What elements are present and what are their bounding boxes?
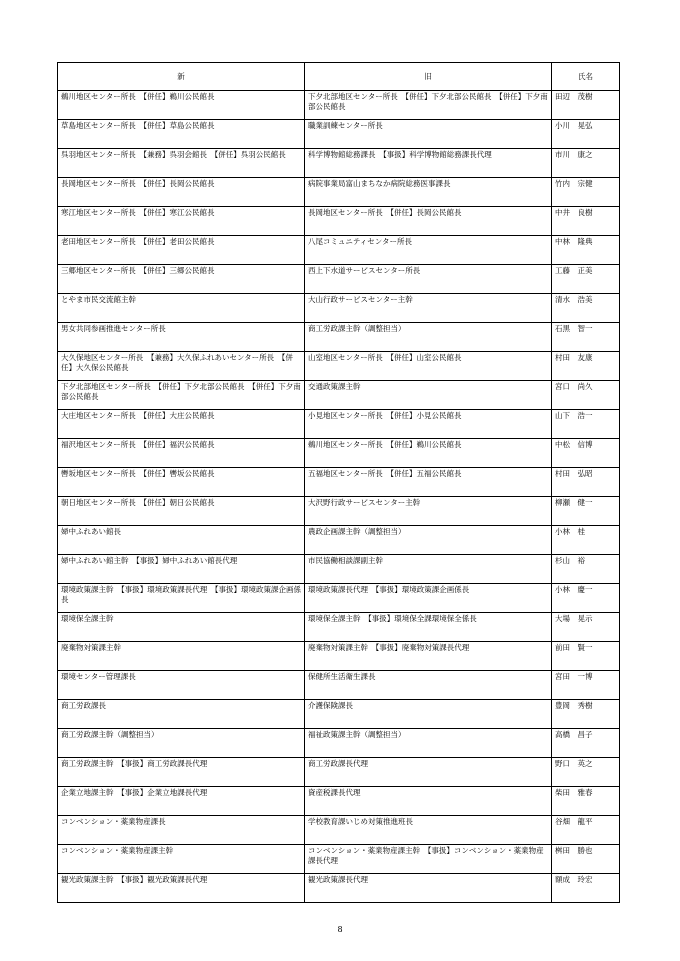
table-row [58,410,620,439]
name-cell: 石黒 智一 [552,323,620,352]
new-position-cell: 廃棄物対策課主幹 [58,642,305,671]
old-position-cell: 農政企画課主幹（調整担当） [305,526,552,555]
name-cell: 谷畑 龍平 [552,816,620,845]
name-cell: 高橋 昌子 [552,729,620,758]
name-cell: 桝田 勝也 [552,845,620,874]
old-position-cell: 五福地区センター所長 【併任】五福公民館長 [305,468,552,497]
table-row [58,758,620,787]
table-row [58,497,620,526]
table-row [58,845,620,874]
table-row [58,91,620,120]
page-number: 8 [337,925,343,934]
old-position-cell: 資産税課長代理 [305,787,552,816]
new-position-cell: 呉羽地区センター所長 【兼務】呉羽会館長 【併任】呉羽公民館長 [58,149,305,178]
header-name: 氏名 [552,63,620,91]
name-cell: 柴田 雅春 [552,787,620,816]
new-position-cell: 轡坂地区センター所長 【併任】轡坂公民館長 [58,468,305,497]
old-position-cell: 下夕北部地区センター所長 【併任】下夕北部公民館長 【併任】下夕南部公民館長 [305,91,552,120]
table-row [58,729,620,758]
name-cell: 小林 慶一 [552,584,620,613]
new-position-cell: 商工労政課主幹 【事扱】商工労政課長代理 [58,758,305,787]
old-position-cell: 介護保険課長 [305,700,552,729]
new-position-cell: 環境センター管理課長 [58,671,305,700]
new-position-cell: 草島地区センター所長 【併任】草島公民館長 [58,120,305,149]
old-position-cell: 市民協働相談課副主幹 [305,555,552,584]
name-cell: 宮田 一博 [552,671,620,700]
table-row [58,584,620,613]
old-position-cell: 大山行政サービスセンター主幹 [305,294,552,323]
name-cell: 前田 賢一 [552,642,620,671]
new-position-cell: 環境保全課主幹 [58,613,305,642]
old-position-cell: 観光政策課長代理 [305,874,552,903]
new-position-cell: コンベンション・薬業物産課長 [58,816,305,845]
name-cell: 中井 良樹 [552,207,620,236]
name-cell: 市川 康之 [552,149,620,178]
old-position-cell: 交通政策課主幹 [305,381,552,410]
name-cell: 工藤 正美 [552,265,620,294]
old-position-cell: 八尾コミュニティセンター所長 [305,236,552,265]
new-position-cell: 商工労政課主幹（調整担当） [58,729,305,758]
old-position-cell: 学校教育課いじめ対策推進班長 [305,816,552,845]
table-row [58,120,620,149]
new-position-cell: 婦中ふれあい館主幹 【事扱】婦中ふれあい館長代理 [58,555,305,584]
name-cell: 中林 隆典 [552,236,620,265]
table-row [58,671,620,700]
header-new-position: 新 [58,63,305,91]
name-cell: 豊岡 秀樹 [552,700,620,729]
new-position-cell: 男女共同参画推進センター所長 [58,323,305,352]
old-position-cell: 小見地区センター所長 【併任】小見公民館長 [305,410,552,439]
new-position-cell: 大庄地区センター所長 【併任】大庄公民館長 [58,410,305,439]
table-row [58,526,620,555]
name-cell: 山下 浩一 [552,410,620,439]
new-position-cell: 寒江地区センター所長 【併任】寒江公民館長 [58,207,305,236]
new-position-cell: 老田地区センター所長 【併任】老田公民館長 [58,236,305,265]
new-position-cell: 婦中ふれあい館長 [58,526,305,555]
new-position-cell: 企業立地課主幹 【事扱】企業立地課長代理 [58,787,305,816]
table-row [58,323,620,352]
name-cell: 清水 浩美 [552,294,620,323]
table-row [58,468,620,497]
old-position-cell: 商工労政課主幹（調整担当） [305,323,552,352]
old-position-cell: 鵜川地区センター所長 【併任】鵜川公民館長 [305,439,552,468]
table-row [58,816,620,845]
new-position-cell: 観光政策課主幹 【事扱】観光政策課長代理 [58,874,305,903]
table-row [58,149,620,178]
new-position-cell: 大久保地区センター所長 【兼務】大久保ふれあいセンター所長 【併任】大久保公民館長 [58,352,305,381]
name-cell: 野口 英之 [552,758,620,787]
name-cell: 宮口 尚久 [552,381,620,410]
name-cell: 小林 桂 [552,526,620,555]
name-cell: 村田 友康 [552,352,620,381]
name-cell: 竹内 宗健 [552,178,620,207]
old-position-cell: 保健所生活衛生課長 [305,671,552,700]
table-row [58,642,620,671]
table-header-row [58,63,620,91]
name-cell: 村田 弘昭 [552,468,620,497]
new-position-cell: 三郷地区センター所長 【併任】三郷公民館長 [58,265,305,294]
header-old-position: 旧 [305,63,552,91]
table-row [58,555,620,584]
name-cell: 柳瀬 健一 [552,497,620,526]
table-row [58,178,620,207]
old-position-cell: 廃棄物対策課主幹 【事扱】廃棄物対策課長代理 [305,642,552,671]
old-position-cell: コンベンション・薬業物産課主幹 【事扱】コンベンション・薬業物産課長代理 [305,845,552,874]
name-cell: 田辺 茂樹 [552,91,620,120]
new-position-cell: 朝日地区センター所長 【併任】朝日公民館長 [58,497,305,526]
table-row [58,439,620,468]
old-position-cell: 商工労政課長代理 [305,758,552,787]
table-row [58,265,620,294]
old-position-cell: 病院事業局富山まちなか病院総務医事課長 [305,178,552,207]
table-row [58,381,620,410]
old-position-cell: 西上下水道サービスセンター所長 [305,265,552,294]
name-cell: 中松 信博 [552,439,620,468]
new-position-cell: 商工労政課長 [58,700,305,729]
table-row [58,236,620,265]
table-row [58,207,620,236]
name-cell: 大場 晃示 [552,613,620,642]
old-position-cell: 大沢野行政サービスセンター主幹 [305,497,552,526]
table-row [58,874,620,903]
new-position-cell: 下夕北部地区センター所長 【併任】下夕北部公民館長 【併任】下夕南部公民館長 [58,381,305,410]
table-row [58,613,620,642]
new-position-cell: コンベンション・薬業物産課主幹 [58,845,305,874]
new-position-cell: 福沢地区センター所長 【併任】福沢公民館長 [58,439,305,468]
personnel-change-table [57,62,620,903]
old-position-cell: 福祉政策課主幹（調整担当） [305,729,552,758]
table-row [58,787,620,816]
new-position-cell: 環境政策課主幹 【事扱】環境政策課長代理 【事扱】環境政策課企画係長 [58,584,305,613]
name-cell: 小川 晃弘 [552,120,620,149]
new-position-cell: 鵜川地区センター所長 【併任】鵜川公民館長 [58,91,305,120]
old-position-cell: 長岡地区センター所長 【併任】長岡公民館長 [305,207,552,236]
old-position-cell: 山室地区センター所長 【併任】山室公民館長 [305,352,552,381]
old-position-cell: 科学博物館総務課長 【事扱】科学博物館総務課長代理 [305,149,552,178]
table-row [58,294,620,323]
old-position-cell: 職業訓練センター所長 [305,120,552,149]
old-position-cell: 環境政策課長代理 【事扱】環境政策課企画係長 [305,584,552,613]
name-cell: 杉山 裕 [552,555,620,584]
new-position-cell: 長岡地区センター所長 【併任】長岡公民館長 [58,178,305,207]
new-position-cell: とやま市民交流館主幹 [58,294,305,323]
old-position-cell: 環境保全課主幹 【事扱】環境保全課環境保全係長 [305,613,552,642]
name-cell: 額成 玲宏 [552,874,620,903]
table-row [58,352,620,381]
table-row [58,700,620,729]
